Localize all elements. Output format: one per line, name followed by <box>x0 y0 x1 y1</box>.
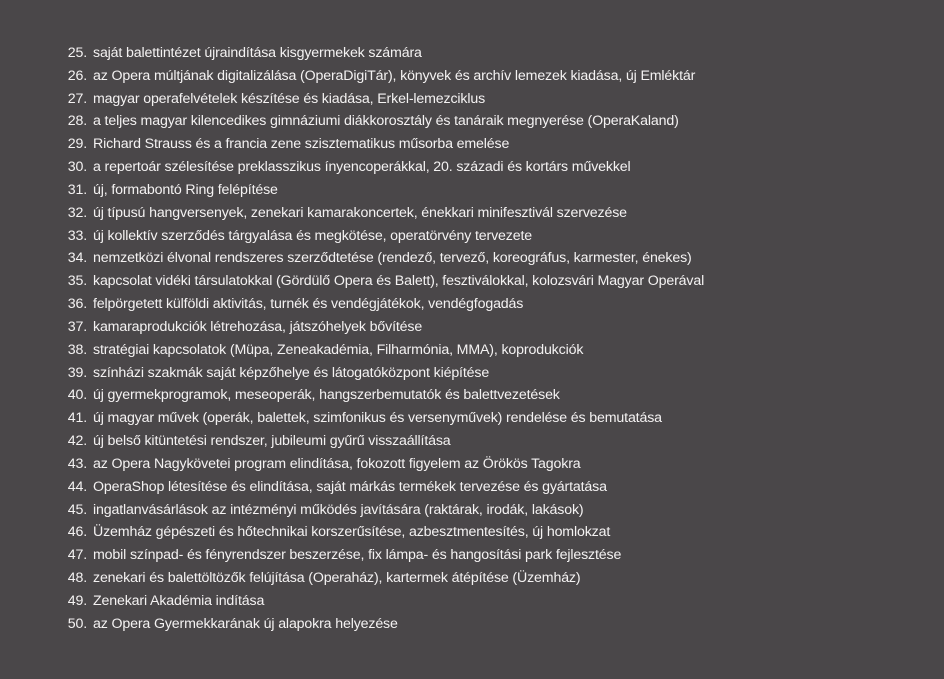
list-item <box>52 247 922 270</box>
list-item-text: új belső kitüntetési rendszer, jubileumi gyűrű visszaállítása <box>93 433 451 450</box>
list-item-number: 48. <box>67 570 87 587</box>
list-item <box>52 65 922 88</box>
list-item <box>52 42 922 65</box>
list-item-number: 29. <box>67 136 87 153</box>
list-item <box>52 613 922 636</box>
list-item-text: az Opera Nagykövetei program elindítása, fokozott figyelem az Örökös Tagokra <box>93 455 581 472</box>
list-item-number: 30. <box>67 159 87 176</box>
list-item <box>52 544 922 567</box>
list-item-text: mobil színpad- és fényrendszer beszerzése, fix lámpa- és hangosítási park fejlesztése <box>93 547 622 564</box>
list-item-number: 46. <box>67 524 87 541</box>
list-item <box>52 407 922 430</box>
list-item-text: Üzemház gépészeti és hőtechnikai korszerűsítése, azbesztmentesítés, új homlokzat <box>93 524 611 541</box>
list-item <box>52 339 922 362</box>
list-item-text: kamaraprodukciók létrehozása, játszóhelyek bővítése <box>93 318 423 335</box>
list-item <box>52 590 922 613</box>
list-item-text: az Opera múltjának digitalizálása (OperaDigiTár), könyvek és archív lemezek kiadása, új Emléktár <box>93 67 696 84</box>
list-item-number: 31. <box>67 181 87 198</box>
list-item <box>52 110 922 133</box>
list-item <box>52 567 922 590</box>
list-item <box>52 225 922 248</box>
list-item-number: 36. <box>67 296 87 313</box>
list-item-number: 42. <box>67 433 87 450</box>
list-item-text: felpörgetett külföldi aktivitás, turnék és vendégjátékok, vendégfogadás <box>93 296 524 313</box>
list-item-text: az Opera Gyermekkarának új alapokra helyezése <box>93 615 398 632</box>
list-item <box>52 293 922 316</box>
list-item-text: Zenekari Akadémia indítása <box>93 592 265 609</box>
numbered-list <box>52 42 922 636</box>
list-item <box>52 179 922 202</box>
list-item <box>52 453 922 476</box>
list-item-text: új gyermekprogramok, meseoperák, hangszerbemutatók és balettvezetések <box>93 387 560 404</box>
list-item-text: új típusú hangversenyek, zenekari kamarakoncertek, énekkari minifesztivál szervezése <box>93 204 627 221</box>
list-item <box>52 476 922 499</box>
list-item-text: a repertoár szélesítése preklasszikus ínyencoperákkal, 20. századi és kortárs művekkel <box>93 159 631 176</box>
list-item-number: 39. <box>67 364 87 381</box>
list-item <box>52 133 922 156</box>
list-item-text: ingatlanvásárlások az intézményi működés javítására (raktárak, irodák, lakások) <box>93 501 584 518</box>
list-item-text: új kollektív szerződés tárgyalása és megkötése, operatörvény tervezete <box>93 227 532 244</box>
list-item-text: nemzetközi élvonal rendszeres szerződtetése (rendező, tervező, koreográfus, karmester, énekes) <box>93 250 692 267</box>
list-item-number: 44. <box>67 478 87 495</box>
list-item <box>52 384 922 407</box>
list-item-number: 35. <box>67 273 87 290</box>
list-item <box>52 430 922 453</box>
list-item-number: 25. <box>67 45 87 61</box>
list-item-number: 38. <box>67 341 87 358</box>
list-item-number: 47. <box>67 547 87 564</box>
list-item-number: 32. <box>67 204 87 221</box>
list-item <box>52 270 922 293</box>
list-item-text: új, formabontó Ring felépítése <box>93 181 278 198</box>
list-item <box>52 156 922 179</box>
list-item <box>52 316 922 339</box>
list-item-text: OperaShop létesítése és elindítása, saját márkás termékek tervezése és gyártatása <box>93 478 607 495</box>
list-item-text: új magyar művek (operák, balettek, szimfonikus és versenyművek) rendelése és bemutatása <box>93 410 662 427</box>
list-item-number: 37. <box>67 318 87 335</box>
list-item-text: saját balettintézet újraindítása kisgyermekek számára <box>93 45 422 61</box>
list-item-number: 33. <box>67 227 87 244</box>
list-item <box>52 362 922 385</box>
list-item <box>52 202 922 225</box>
list-item-text: kapcsolat vidéki társulatokkal (Gördülő Opera és Balett), fesztiválokkal, kolozsvári Magyar Operával <box>93 273 705 290</box>
list-item-text: a teljes magyar kilencedikes gimnáziumi diákkorosztály és tanáraik megnyerése (OperaKaland) <box>93 113 679 130</box>
list-item-number: 45. <box>67 501 87 518</box>
list-item-text: magyar operafelvételek készítése és kiadása, Erkel-lemezciklus <box>93 90 486 107</box>
list-item <box>52 88 922 111</box>
list-item-number: 27. <box>67 90 87 107</box>
list-item-number: 43. <box>67 455 87 472</box>
list-item <box>52 499 922 522</box>
list-item-number: 41. <box>67 410 87 427</box>
list-item <box>52 521 922 544</box>
list-item-text: zenekari és balettöltözők felújítása (Operaház), kartermek átépítése (Üzemház) <box>93 570 581 587</box>
list-item-text: színházi szakmák saját képzőhelye és látogatóközpont kiépítése <box>93 364 490 381</box>
list-item-number: 34. <box>67 250 87 267</box>
list-item-text: stratégiai kapcsolatok (Müpa, Zeneakadémia, Filharmónia, MMA), koprodukciók <box>93 341 584 358</box>
list-item-number: 50. <box>67 615 87 632</box>
list-item-number: 40. <box>67 387 87 404</box>
list-item-number: 28. <box>67 113 87 130</box>
list-item-number: 49. <box>67 592 87 609</box>
list-item-number: 26. <box>67 67 87 84</box>
list-item-text: Richard Strauss és a francia zene szisztematikus műsorba emelése <box>93 136 510 153</box>
